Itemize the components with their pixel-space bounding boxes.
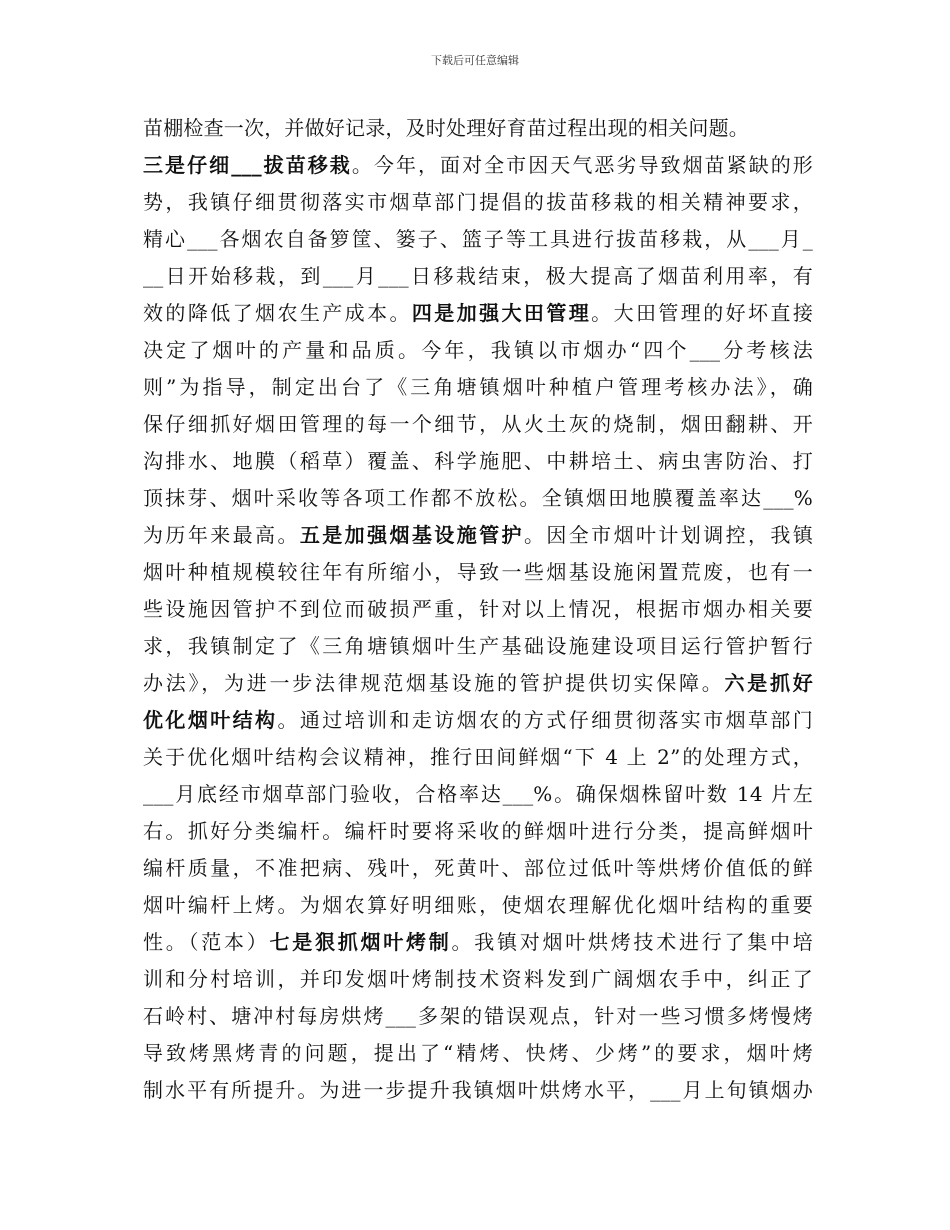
text-line	[143, 739, 813, 776]
text-line	[143, 480, 813, 517]
text-line	[143, 443, 813, 480]
text-run: 则”为指导，制定出台了《三角塘镇烟叶种植户管理考核办法》，确	[143, 375, 813, 399]
text-run: 编杆质量，不准把病、残叶，死黄叶、部位过低叶等烘烤价值低的鲜	[143, 856, 813, 880]
text-run: 办法》，为进一步法律规范烟基设施的管护提供切实保障。	[143, 671, 725, 695]
text-run: 些设施因管护不到位而破损严重，针对以上情况，根据市烟办相关要	[143, 597, 813, 621]
text-run: 求，我镇制定了《三角塘镇烟叶生产基础设施建设项目运行管护暂行	[143, 634, 813, 658]
document-body	[143, 110, 813, 1109]
text-line	[143, 221, 813, 258]
text-run: 制水平有所提升。为进一步提升我镇烟叶烘烤水平，___月上旬镇烟办	[143, 1078, 813, 1102]
text-run: 右。抓好分类编杆。编杆时要将采收的鲜烟叶进行分类，提高鲜烟叶	[143, 819, 813, 843]
text-run: 训和分村培训，并印发烟叶烤制技术资料发到广阔烟农手中，纠正了	[143, 967, 813, 991]
text-line	[143, 332, 813, 369]
text-run: 顶抹芽、烟叶采收等各项工作都不放松。全镇烟田地膜覆盖率达___%	[143, 486, 813, 510]
bold-heading-run: 优化烟叶结构	[143, 708, 278, 732]
text-line	[143, 702, 813, 739]
text-line	[143, 850, 813, 887]
text-line	[143, 924, 813, 961]
bold-heading-run: 三是仔细___拔苗移栽	[143, 153, 352, 177]
text-run: 石岭村、塘冲村每房烘烤___多架的错误观点，针对一些习惯多烤慢烤	[143, 1004, 813, 1028]
text-line	[143, 406, 813, 443]
text-run: 苗棚检查一次，并做好记录，及时处理好育苗过程出现的相关问题。	[143, 116, 749, 140]
bold-heading-run: 四是加强大田管理	[411, 301, 592, 325]
text-run: 。通过培训和走访烟农的方式仔细贯彻落实市烟草部门	[277, 708, 813, 732]
text-line	[143, 628, 813, 665]
text-run: 烟叶编杆上烤。为烟农算好明细账，使烟农理解优化烟叶结构的重要	[143, 893, 813, 917]
text-run: 势，我镇仔细贯彻落实市烟草部门提倡的拔苗移栽的相关精神要求，	[143, 190, 813, 214]
text-line	[143, 591, 813, 628]
text-run: 关于优化烟叶结构会议精神，推行田间鲜烟“下 4 上 2”的处理方式，	[143, 745, 813, 769]
text-line	[143, 554, 813, 591]
text-line	[143, 295, 813, 332]
text-line	[143, 961, 813, 998]
text-line	[143, 110, 813, 147]
text-line	[143, 369, 813, 406]
text-line	[143, 776, 813, 813]
text-run: 。今年，面对全市因天气恶劣导致烟苗紧缺的形	[351, 153, 814, 177]
header-note: 下载后可任意编辑	[431, 54, 519, 67]
text-line	[143, 665, 813, 702]
text-line	[143, 1035, 813, 1072]
text-line	[143, 887, 813, 924]
text-run: 为历年来最高。	[143, 523, 300, 547]
text-line	[143, 998, 813, 1035]
text-run: 保仔细抓好烟田管理的每一个细节，从火土灰的烧制，烟田翻耕、开	[143, 412, 813, 436]
text-run: 。我镇对烟叶烘烤技术进行了集中培	[451, 930, 813, 954]
text-run: 精心___各烟农自备箩筐、篓子、篮子等工具进行拔苗移栽，从___月_	[143, 227, 813, 251]
text-run: 性。（范本）	[143, 930, 270, 954]
bold-heading-run: 七是狠抓烟叶烤制	[269, 930, 452, 954]
text-line	[143, 517, 813, 554]
text-run: 沟排水、地膜（稻草）覆盖、科学施肥、中耕培土、病虫害防治、打	[143, 449, 813, 473]
text-run: ___月底经市烟草部门验收，合格率达___%。确保烟株留叶数 14 片左	[143, 782, 813, 806]
text-run: 导致烤黑烤青的问题，提出了“精烤、快烤、少烤”的要求，烟叶烤	[143, 1041, 813, 1065]
text-run: 烟叶种植规模较往年有所缩小，导致一些烟基设施闲置荒废，也有一	[143, 560, 813, 584]
text-line	[143, 1072, 813, 1109]
text-run: 决定了烟叶的产量和品质。今年，我镇以市烟办“四个___分考核法	[143, 338, 813, 362]
text-line	[143, 184, 813, 221]
text-run: 。大田管理的好坏直接	[591, 301, 814, 325]
bold-heading-run: 六是抓好	[724, 671, 813, 695]
text-line	[143, 147, 813, 184]
text-run: 效的降低了烟农生产成本。	[143, 301, 412, 325]
text-run: __日开始移栽，到___月___日移栽结束，极大提高了烟苗利用率，有	[143, 264, 813, 288]
text-line	[143, 258, 813, 295]
bold-heading-run: 五是加强烟基设施管护	[299, 523, 524, 547]
text-run: 。因全市烟叶计划调控，我镇	[523, 523, 814, 547]
text-line	[143, 813, 813, 850]
